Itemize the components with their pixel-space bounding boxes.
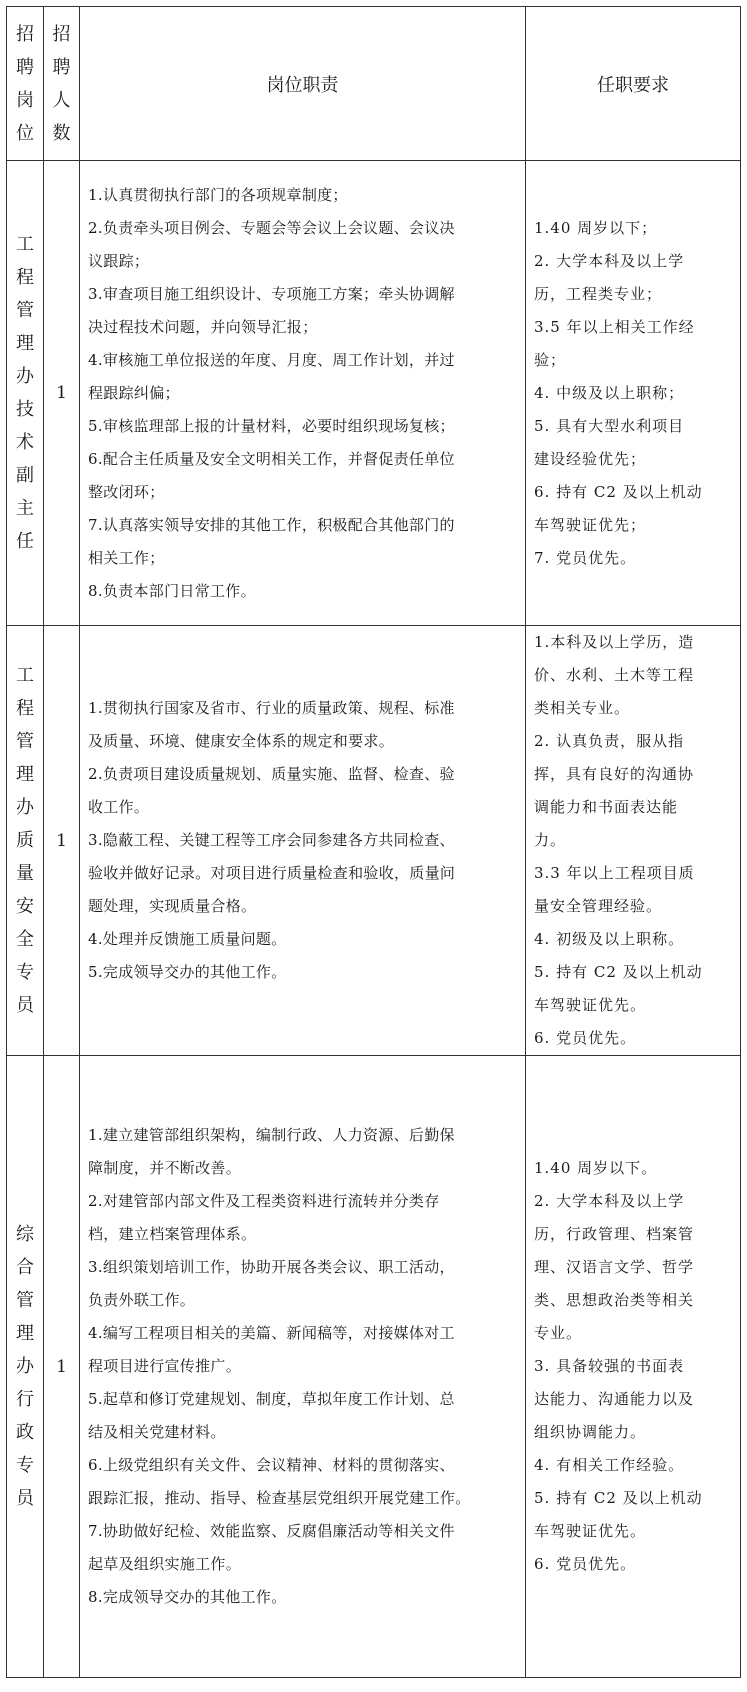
duty-line: 4.审核施工单位报送的年度、月度、周工作计划，并过 bbox=[88, 350, 455, 369]
requirement-line: 2. 认真负责，服从指 bbox=[534, 732, 685, 750]
duties-cell bbox=[80, 1056, 526, 1678]
requirement-line: 6. 党员优先。 bbox=[534, 1029, 637, 1047]
duty-line: 3.审查项目施工组织设计、专项施工方案；牵头协调解 bbox=[88, 284, 455, 303]
duty-line: 2.负责牵头项目例会、专题会等会议上会议题、会议决 bbox=[88, 218, 455, 237]
duty-line: 7.认真落实领导安排的其他工作，积极配合其他部门的 bbox=[88, 515, 455, 534]
requirement-line: 价、水利、土木等工程 bbox=[534, 666, 695, 684]
recruitment-table bbox=[6, 6, 741, 1678]
requirement-line: 车驾驶证优先。 bbox=[534, 1522, 647, 1540]
requirement-line: 挥，具有良好的沟通协 bbox=[534, 765, 695, 783]
duty-line: 8.完成领导交办的其他工作。 bbox=[88, 1588, 287, 1606]
duties-cell bbox=[80, 161, 526, 626]
duty-line: 4.处理并反馈施工质量问题。 bbox=[88, 930, 287, 948]
duty-line: 7.协助做好纪检、效能监察、反腐倡廉活动等相关文件 bbox=[88, 1522, 455, 1540]
position-cell bbox=[7, 626, 44, 1056]
duty-line: 议跟踪； bbox=[88, 251, 150, 270]
requirement-line: 达能力、沟通能力以及 bbox=[534, 1390, 695, 1408]
duty-line: 2.负责项目建设质量规划、质量实施、监督、检查、验 bbox=[88, 765, 455, 783]
requirement-line: 车驾驶证优先。 bbox=[534, 996, 647, 1014]
requirement-line: 类、思想政治类等相关 bbox=[534, 1291, 695, 1309]
position-title: 综合管理办行政专员 bbox=[16, 1224, 34, 1509]
requirement-line: 3.3 年以上工程项目质 bbox=[534, 864, 695, 882]
requirement-line: 力。 bbox=[534, 831, 567, 849]
duty-line: 验收并做好记录。对项目进行质量检查和验收，质量问 bbox=[88, 864, 456, 882]
requirement-line: 量安全管理经验。 bbox=[534, 897, 663, 915]
requirement-line: 5. 持有 C2 及以上机动 bbox=[534, 1489, 703, 1507]
position-cell bbox=[7, 161, 44, 626]
requirements-cell bbox=[526, 626, 741, 1056]
requirement-line: 3.5 年以上相关工作经 bbox=[534, 317, 695, 336]
duty-line: 4.编写工程项目相关的美篇、新闻稿等，对接媒体对工 bbox=[88, 1324, 455, 1342]
duty-line: 5.完成领导交办的其他工作。 bbox=[88, 963, 287, 981]
requirement-line: 2. 大学本科及以上学 bbox=[534, 1192, 685, 1210]
duty-line: 负责外联工作。 bbox=[88, 1291, 196, 1309]
duty-line: 跟踪汇报，推动、指导、检查基层党组织开展党建工作。 bbox=[88, 1489, 471, 1507]
duty-line: 6.配合主任质量及安全文明相关工作，并督促责任单位 bbox=[88, 449, 455, 468]
duty-line: 程项目进行宣传推广。 bbox=[88, 1357, 242, 1375]
duty-line: 8.负责本部门日常工作。 bbox=[88, 581, 256, 600]
requirement-line: 建设经验优先； bbox=[534, 449, 647, 468]
requirement-line: 1.40 周岁以下； bbox=[534, 218, 658, 237]
position-title: 工程管理办技术副主任 bbox=[16, 234, 34, 552]
duty-line: 1.贯彻执行国家及省市、行业的质量政策、规程、标准 bbox=[88, 699, 455, 717]
requirement-line: 专业。 bbox=[534, 1324, 583, 1342]
duty-line: 相关工作； bbox=[88, 548, 165, 567]
requirement-line: 历，工程类专业； bbox=[534, 284, 663, 303]
duty-line: 3.隐蔽工程、关键工程等工序会同参建各方共同检查、 bbox=[88, 831, 455, 849]
requirements-cell bbox=[526, 1056, 741, 1678]
requirement-line: 3. 具备较强的书面表 bbox=[534, 1357, 685, 1375]
header-duties: 岗位职责 bbox=[80, 7, 526, 161]
position-title: 工程管理办质量安全专员 bbox=[16, 665, 34, 1016]
duty-line: 3.组织策划培训工作，协助开展各类会议、职工活动， bbox=[88, 1258, 455, 1276]
requirement-line: 理、汉语言文学、哲学 bbox=[534, 1258, 695, 1276]
requirement-line: 6. 党员优先。 bbox=[534, 1555, 637, 1573]
duty-line: 1.认真贯彻执行部门的各项规章制度； bbox=[88, 185, 348, 204]
requirement-line: 5. 具有大型水利项目 bbox=[534, 416, 685, 435]
requirement-line: 验； bbox=[534, 350, 567, 369]
requirement-line: 6. 持有 C2 及以上机动 bbox=[534, 482, 703, 501]
duty-line: 障制度，并不断改善。 bbox=[88, 1159, 242, 1177]
table-row bbox=[7, 626, 741, 1056]
header-requirements: 任职要求 bbox=[526, 7, 741, 161]
table-row bbox=[7, 161, 741, 626]
duty-line: 5.审核监理部上报的计量材料，必要时组织现场复核； bbox=[88, 416, 455, 435]
requirement-line: 5. 持有 C2 及以上机动 bbox=[534, 963, 703, 981]
duty-line: 及质量、环境、健康安全体系的规定和要求。 bbox=[88, 732, 395, 750]
requirement-line: 1.本科及以上学历，造 bbox=[534, 633, 695, 651]
table-row bbox=[7, 1056, 741, 1678]
duty-line: 结及相关党建材料。 bbox=[88, 1423, 226, 1441]
header-position: 招聘岗位 bbox=[7, 7, 44, 161]
headcount-cell: 1 bbox=[44, 626, 80, 1056]
duty-line: 题处理，实现质量合格。 bbox=[88, 897, 257, 915]
headcount-cell: 1 bbox=[44, 1056, 80, 1678]
header-row bbox=[7, 7, 741, 161]
requirement-line: 组织协调能力。 bbox=[534, 1423, 647, 1441]
requirement-line: 车驾驶证优先； bbox=[534, 515, 647, 534]
duty-line: 1.建立建管部组织架构，编制行政、人力资源、后勤保 bbox=[88, 1126, 455, 1144]
position-cell bbox=[7, 1056, 44, 1678]
duty-line: 决过程技术问题，并向领导汇报； bbox=[88, 317, 318, 336]
requirement-line: 7. 党员优先。 bbox=[534, 548, 637, 567]
requirement-line: 4. 有相关工作经验。 bbox=[534, 1456, 685, 1474]
header-count: 招聘人数 bbox=[44, 7, 80, 161]
requirement-line: 历，行政管理、档案管 bbox=[534, 1225, 695, 1243]
duty-line: 收工作。 bbox=[88, 798, 150, 816]
requirements-cell bbox=[526, 161, 741, 626]
requirement-line: 4. 中级及以上职称； bbox=[534, 383, 685, 402]
requirement-line: 调能力和书面表达能 bbox=[534, 798, 679, 816]
duty-line: 程跟踪纠偏； bbox=[88, 383, 180, 402]
duties-cell bbox=[80, 626, 526, 1056]
requirement-line: 2. 大学本科及以上学 bbox=[534, 251, 685, 270]
duty-line: 2.对建管部内部文件及工程类资料进行流转并分类存 bbox=[88, 1192, 440, 1210]
requirement-line: 1.40 周岁以下。 bbox=[534, 1159, 658, 1177]
duty-line: 档，建立档案管理体系。 bbox=[88, 1225, 257, 1243]
requirement-line: 4. 初级及以上职称。 bbox=[534, 930, 685, 948]
requirement-line: 类相关专业。 bbox=[534, 699, 631, 717]
headcount-cell: 1 bbox=[44, 161, 80, 626]
duty-line: 6.上级党组织有关文件、会议精神、材料的贯彻落实、 bbox=[88, 1456, 455, 1474]
duty-line: 起草及组织实施工作。 bbox=[88, 1555, 242, 1573]
duty-line: 整改闭环； bbox=[88, 482, 165, 501]
duty-line: 5.起草和修订党建规划、制度，草拟年度工作计划、总 bbox=[88, 1390, 455, 1408]
